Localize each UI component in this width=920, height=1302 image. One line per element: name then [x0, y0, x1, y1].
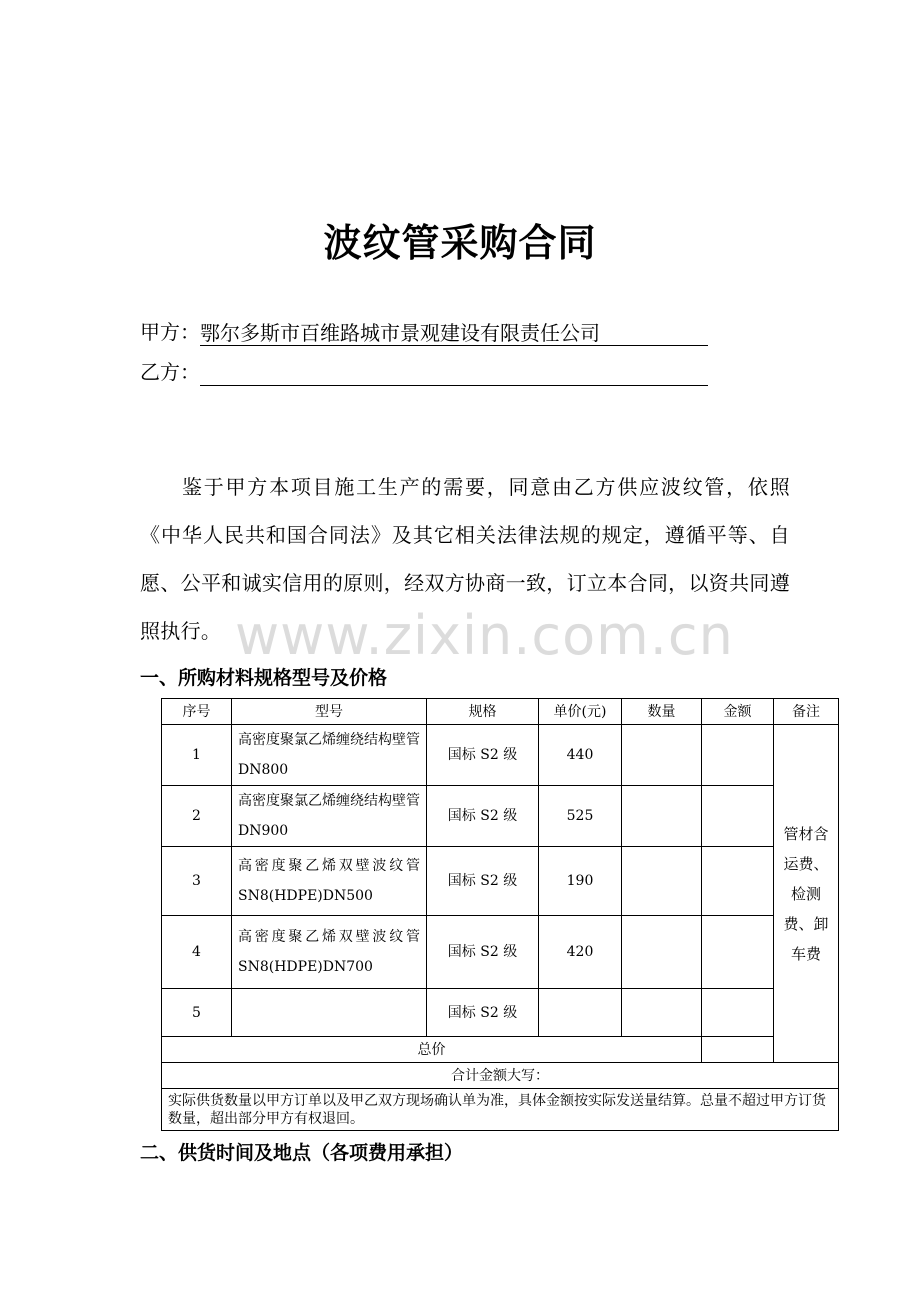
- header-spec: 规格: [427, 699, 539, 725]
- section-1-heading: 一、所购材料规格型号及价格: [140, 667, 388, 689]
- price-table: [161, 698, 839, 1131]
- party-b: [140, 358, 708, 386]
- total-label: 总价: [162, 1037, 702, 1063]
- sum-words-row: [162, 1063, 839, 1089]
- header-remark: 备注: [774, 699, 839, 725]
- row-qty: [622, 847, 702, 916]
- intro-paragraph: 鉴于甲方本项目施工生产的需要，同意由乙方供应波纹管，依照《中华人民共和国合同法》及其它相关法律法规的规定，遵循平等、自愿、公平和诚实信用的原则，经双方协商一致，订立本合同，以资共同遵照执行。: [140, 475, 790, 643]
- row-spec: 国标 S2 级: [427, 916, 539, 989]
- table-header-row: [162, 699, 839, 725]
- row-qty: [622, 989, 702, 1037]
- row-spec: 国标 S2 级: [427, 989, 539, 1037]
- row-price: 525: [539, 786, 622, 847]
- header-qty: 数量: [622, 699, 702, 725]
- header-model: 型号: [232, 699, 427, 725]
- contract-title: 波纹管采购合同: [323, 221, 597, 265]
- row-no: 1: [162, 725, 232, 786]
- row-amount: [702, 847, 774, 916]
- section-2-heading: 二、供货时间及地点（各项费用承担）: [140, 1142, 464, 1164]
- table-footnote: 实际供货数量以甲方订单以及甲乙双方现场确认单为准，具体金额按实际发送量结算。总量不超过甲方订货数量，超出部分甲方有权退回。: [162, 1089, 839, 1131]
- row-amount: [702, 725, 774, 786]
- row-spec: 国标 S2 级: [427, 847, 539, 916]
- row-no: 3: [162, 847, 232, 916]
- row-spec: 国标 S2 级: [427, 725, 539, 786]
- total-row: [162, 1037, 839, 1063]
- table-row: [162, 989, 839, 1037]
- remark-cell: 管材含运费、检测费、卸车费: [774, 725, 839, 1063]
- header-amount: 金额: [702, 699, 774, 725]
- row-qty: [622, 916, 702, 989]
- row-model: 高密度聚氯乙烯缠绕结构壁管 DN900: [232, 786, 427, 847]
- party-b-value: [200, 359, 708, 386]
- row-model: 高密度聚氯乙烯缠绕结构壁管 DN800: [232, 725, 427, 786]
- party-a: [140, 318, 708, 346]
- row-price: 190: [539, 847, 622, 916]
- table-row: [162, 725, 839, 786]
- party-b-label: 乙方：: [140, 360, 200, 384]
- row-spec: 国标 S2 级: [427, 786, 539, 847]
- row-price: [539, 989, 622, 1037]
- row-no: 4: [162, 916, 232, 989]
- header-price: 单价(元): [539, 699, 622, 725]
- watermark: www.zixin.com.cn: [235, 604, 734, 667]
- table-row: [162, 847, 839, 916]
- row-price: 420: [539, 916, 622, 989]
- row-model: [232, 989, 427, 1037]
- total-value: [702, 1037, 774, 1063]
- row-model: 高密度聚乙烯双壁波纹管 SN8(HDPE)DN500: [232, 847, 427, 916]
- row-amount: [702, 989, 774, 1037]
- table-row: [162, 916, 839, 989]
- table-row: [162, 786, 839, 847]
- row-qty: [622, 786, 702, 847]
- row-price: 440: [539, 725, 622, 786]
- header-no: 序号: [162, 699, 232, 725]
- party-a-value: 鄂尔多斯市百维路城市景观建设有限责任公司: [200, 319, 708, 346]
- row-amount: [702, 916, 774, 989]
- row-qty: [622, 725, 702, 786]
- footnote-row: [162, 1089, 839, 1131]
- row-model: 高密度聚乙烯双壁波纹管 SN8(HDPE)DN700: [232, 916, 427, 989]
- party-a-label: 甲方：: [140, 320, 200, 344]
- sum-words-label: 合计金额大写：: [162, 1063, 839, 1089]
- row-amount: [702, 786, 774, 847]
- row-no: 2: [162, 786, 232, 847]
- row-no: 5: [162, 989, 232, 1037]
